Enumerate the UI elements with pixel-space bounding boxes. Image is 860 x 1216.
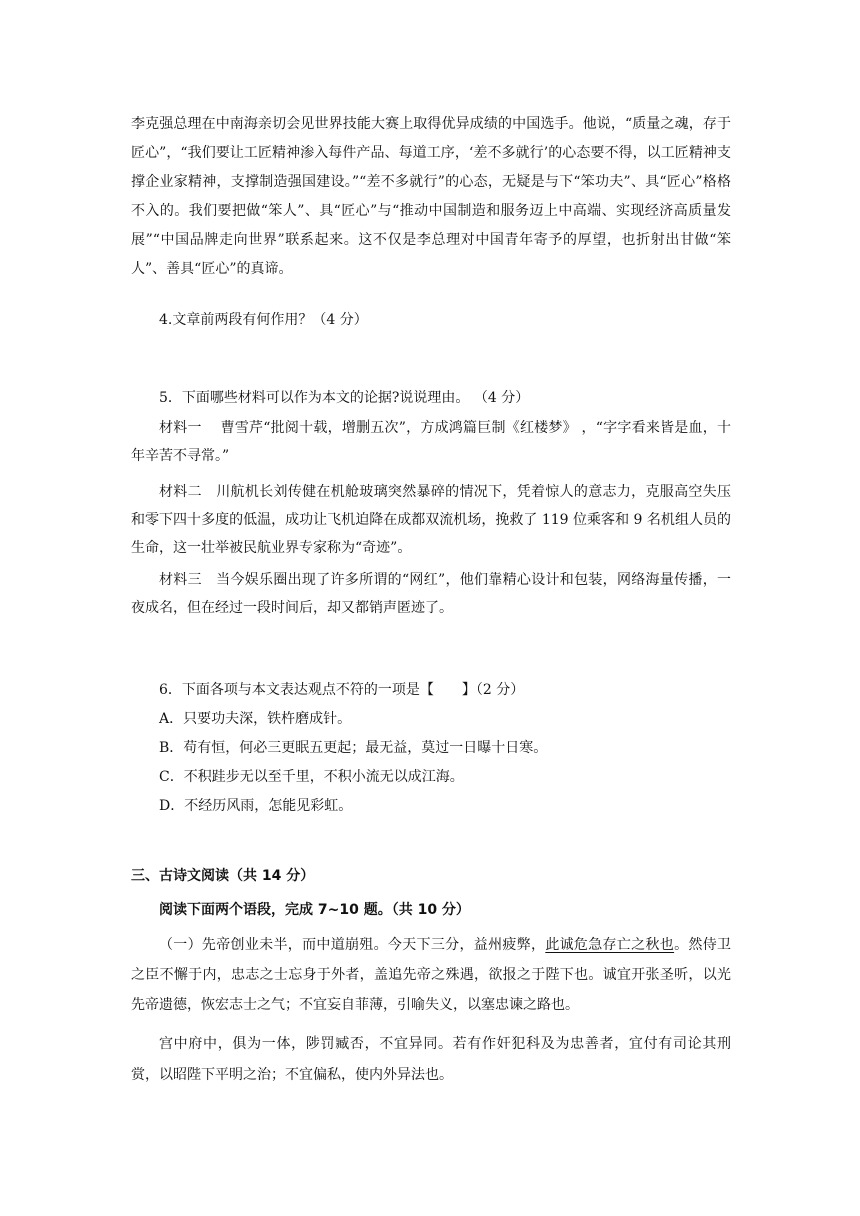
- material-3: 材料三 当今娱乐圈出现了许多所谓的“网红”，他们靠精心设计和包装，网络海量传播，一夜成名，但在经过一段时间后，却又都销声匿迹了。: [131, 572, 731, 616]
- option-d: D．不经历风雨，怎能见彩虹。: [159, 798, 353, 814]
- question-6-options: [131, 705, 759, 821]
- option-a: A．只要功夫深，铁杵磨成针。: [159, 711, 352, 727]
- material-2: 材料二 川航机长刘传健在机舱玻璃突然暴碎的情况下，凭着惊人的意志力，克服高空失压和零下四十多度的低温，成功让飞机迫降在成都双流机场，挽救了 119 位乘客和 9 名机组人员的生命，这一壮举被民航业界专家称为“奇迹”。: [131, 484, 731, 556]
- question-4: 4.文章前两段有何作用？（4 分）: [159, 312, 368, 328]
- section-3-heading: 三、古诗文阅读（共 14 分）: [131, 868, 315, 884]
- classical-passage-1: [131, 930, 731, 1020]
- option-b: B．苟有恒，何必三更眠五更起；最无益，莫过一日曝十日寒。: [159, 740, 548, 756]
- section-3-instruction: 阅读下面两个语段，完成 7~10 题。（共 10 分）: [159, 902, 470, 918]
- option-c: C．不积跬步无以至千里，不积小流无以成江海。: [159, 769, 464, 785]
- underlined-sentence: 此诚危急存亡之秋也: [545, 937, 675, 953]
- classical-1-text-start: （一）先帝创业未半，而中道崩殂。今天下三分，益州疲弊，: [159, 937, 546, 953]
- classical-1-text-end: 。然侍卫之臣不懈于内，忠志之士忘身于外者，盖追先帝之殊遇，欲报之于陛下也。诚宜开张圣听，以光先帝遗德，恢宏志士之气；不宜妄自菲薄，引喻失义，以塞忠谏之路也。: [131, 937, 732, 1013]
- material-1: 材料一 曹雪芹“批阅十载，增删五次”，方成鸿篇巨制《红楼梦》 ，“字字看来皆是血，十年辛苦不寻常。”: [131, 420, 731, 464]
- passage-text: 李克强总理在中南海亲切会见世界技能大赛上取得优异成绩的中国选手。他说，“质量之魂，存于匠心”，“我们要让工匠精神渗入每件产品、每道工序，‘差不多就行’的心态要不得，以工匠精神支撑企业家精神，支撑制造强国建设。”“差不多就行”的心态，无疑是与下“笨功夫”、具“匠心”格格不入的。我们要把做“笨人”、具“匠心”与“推动中国制造和服务迈上中高端、实现经济高质量发展”“中国品牌走向世界”联系起来。这不仅是李总理对中国青年寄予的厚望，也折射出甘做“笨人”、善具“匠心”的真谛。: [131, 116, 731, 277]
- question-5: 5．下面哪些材料可以作为本文的论据?说说理由。 （4 分）: [159, 390, 530, 406]
- question-6: 6．下面各项与本文表达观点不符的一项是【 】（2 分）: [159, 682, 525, 698]
- passage-paragraph: [131, 110, 731, 284]
- classical-passage-2: 宫中府中，俱为一体，陟罚臧否，不宜异同。若有作奸犯科及为忠善者，宜付有司论其刑赏，以昭陛下平明之治；不宜偏私，使内外异法也。: [131, 1036, 731, 1083]
